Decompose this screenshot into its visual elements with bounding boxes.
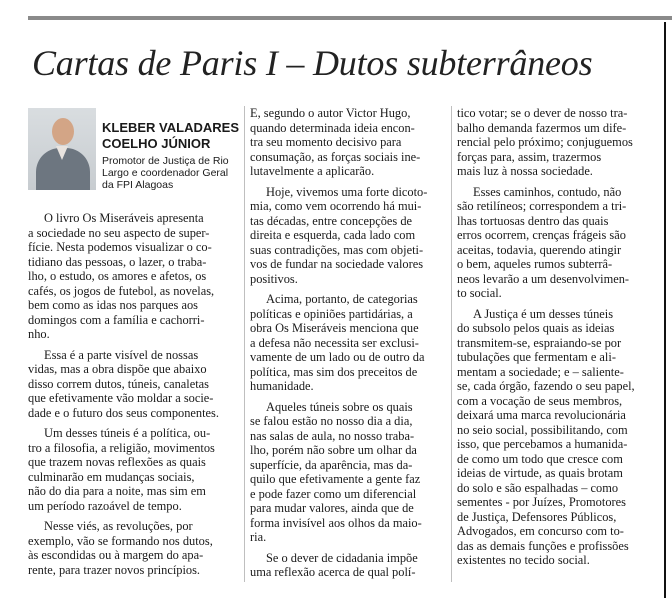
text-line: consumação, as forças sociais ine- — [250, 149, 421, 164]
text-line: forma invisível aos olhos da maio- — [250, 515, 422, 530]
text-line: um período razoável de tempo. — [28, 498, 182, 513]
photo-head — [52, 118, 74, 145]
text-line: das as demais funções e profissões — [457, 538, 629, 553]
text-line: dade e o futuro dos seus componentes. — [28, 405, 219, 420]
text-line: no seio social, possibilitando, com — [457, 422, 628, 437]
text-line: existentes no tecido social. — [457, 553, 590, 567]
top-rule — [28, 16, 672, 20]
text-line: política, mas sim dos preceitos de — [250, 364, 418, 379]
text-line: aceitas, todavia, querendo atingir — [457, 242, 622, 257]
text-line: tro a filosofia, a religião, movimentos — [28, 440, 215, 455]
author-role — [102, 155, 246, 191]
text-column-2 — [250, 106, 456, 580]
text-line: são retilíneos; correspondem a tri- — [457, 199, 627, 213]
text-line: ria. — [250, 530, 267, 544]
text-line: nho. — [28, 327, 50, 341]
text-line: positivos. — [250, 271, 298, 286]
text-line: de Justiça, Defensores Públicos, — [457, 509, 617, 524]
text-line: tubulações que fermentam e ali- — [457, 350, 616, 364]
text-line: erros ocorrem, crenças frágeis são — [457, 228, 626, 242]
text-line: lho, porém não sobre um olhar da — [250, 443, 417, 457]
text-line: ideias de virtude, as quais brotam — [457, 466, 623, 480]
text-line: de como um todo que cresce com — [457, 451, 623, 466]
text-line: domingos com a família e cachorri- — [28, 312, 205, 327]
text-line: O livro Os Miseráveis apresenta — [44, 211, 204, 225]
text-line: vidas, mas a obra dispõe que abaixo — [28, 362, 207, 376]
text-line: cafés, os jogos de futebol, as novelas, — [28, 283, 215, 298]
text-line: sementes - por Juízes, Promotores — [457, 495, 626, 509]
text-line: mentam a sociedade; e – saliente- — [457, 364, 624, 379]
text-line: uma reflexão acerca de qual polí- — [250, 565, 416, 579]
author-role-line: Largo e coordenador Geral — [102, 167, 229, 179]
text-line: a sociedade no seu aspecto de super- — [28, 225, 210, 240]
text-line: superfície, da aparência, mas da- — [250, 457, 413, 472]
text-line: bem como as idas nos parques aos — [28, 298, 198, 312]
author-role-line: da FPI Alagoas — [102, 179, 174, 191]
text-line: a defesa não necessita ser exclusi- — [250, 335, 419, 350]
text-line: forças para, assim, trazermos — [457, 149, 602, 164]
text-line: neos levarão a um desenvolvimen- — [457, 271, 630, 286]
text-line: deixará uma marca revolucionária — [457, 408, 626, 422]
author-name — [102, 120, 242, 152]
text-line: exemplo, vão se formando nos dutos, — [28, 533, 213, 548]
text-line: rencial pelo próximo; conjuguemos — [457, 135, 633, 149]
text-line: Um desses túneis é a política, ou- — [44, 426, 211, 440]
text-line: lho, o estudo, os amores e afetos, os — [28, 269, 207, 283]
text-line: políticas e opiniões partidárias, a — [250, 306, 413, 321]
text-line: tico votar; se o dever de nosso tra- — [457, 106, 628, 120]
text-line: obra Os Miseráveis menciona que — [250, 321, 419, 335]
text-line: Essa é a parte visível de nossas — [44, 347, 199, 362]
text-line: Se o dever de cidadania impõe — [266, 550, 418, 565]
text-line: tas décadas, entre concepções de — [250, 213, 413, 228]
text-line: mia, como vem ocorrendo há mui- — [250, 199, 422, 213]
author-photo — [28, 108, 96, 190]
text-line: vos de fundar na sociedade valores — [250, 257, 424, 271]
text-line: E, segundo o autor Victor Hugo, — [250, 106, 411, 120]
text-line: Esses caminhos, contudo, não — [473, 184, 622, 199]
text-line: do solo e são espalhadas – como — [457, 480, 619, 495]
author-name-line: KLEBER VALADARES — [102, 120, 239, 135]
text-line: fície. Nesta podemos visualizar o co- — [28, 240, 212, 254]
text-line: com a vocação de seus membros, — [457, 393, 623, 408]
text-line: que efetivamente vão moldar a socie- — [28, 391, 214, 405]
text-line: rente, para trazer novos princípios. — [28, 562, 201, 577]
text-line: Aqueles túneis sobre os quais — [266, 399, 413, 414]
author-name-line: COELHO JÚNIOR — [102, 136, 211, 151]
text-column-1 — [28, 211, 234, 577]
article-title: Cartas de Paris I – Dutos subterrâneos — [32, 43, 593, 83]
right-border — [664, 22, 666, 598]
text-line: Nesse viés, as revoluções, por — [44, 519, 193, 533]
text-line: balho demanda fazermos um dife- — [457, 120, 627, 135]
text-line: transmitem-se, espraiando-se por — [457, 335, 622, 350]
text-line: isso, que percebamos a humanida- — [457, 437, 628, 451]
column-divider — [244, 106, 245, 582]
text-line: lhas tortuosas dentro das quais — [457, 213, 609, 228]
text-line: A Justiça é um desses túneis — [473, 306, 614, 321]
text-line: quilo que efetivamente a gente faz — [250, 472, 421, 486]
text-line: tidiano das pessoas, o lazer, o traba- — [28, 254, 207, 269]
text-line: direita e esquerda, cada lado com — [250, 228, 416, 242]
text-line: não do dia para a noite, mas sim em — [28, 484, 206, 498]
text-line: disso correm dutos, túneis, canaletas — [28, 376, 209, 391]
text-line: e pode fazer como um diferencial — [250, 486, 417, 501]
text-line: vamente de um lado ou de outro da — [250, 350, 425, 364]
text-line: culminarão em mudanças sociais, — [28, 469, 195, 484]
text-line: se falou estão no nosso dia a dia, — [250, 414, 413, 428]
text-line: humanidade. — [250, 379, 314, 393]
text-line: quando determinada ideia encon- — [250, 120, 415, 135]
text-line: do subsolo pelos quais as ideias — [457, 321, 615, 335]
text-line: suas contradições, mas com objeti- — [250, 242, 424, 257]
text-line: o bem, aqueles rumos subterrâ- — [457, 257, 613, 271]
text-line: Advogados, em concurso com to- — [457, 524, 624, 538]
text-line: Acima, portanto, de categorias — [266, 292, 418, 306]
text-line: às escondidas ou à margem do apa- — [28, 548, 204, 562]
text-line: lutavelmente a aplicarão. — [250, 164, 375, 178]
text-column-3 — [457, 106, 663, 568]
author-role-line: Promotor de Justiça de Rio — [102, 155, 229, 167]
text-line: para mudar valores, ainda que de — [250, 501, 414, 515]
text-line: to social. — [457, 286, 502, 300]
text-line: Hoje, vivemos uma forte dicoto- — [266, 184, 428, 199]
text-line: mais luz à nossa sociedade. — [457, 164, 593, 178]
text-line: se, cada órgão, fazendo o seu papel, — [457, 379, 635, 393]
text-line: que trazem novas reflexões as quais — [28, 455, 206, 469]
text-line: nas salas de aula, no nosso traba- — [250, 428, 415, 443]
text-line: tra seu momento decisivo para — [250, 135, 402, 149]
